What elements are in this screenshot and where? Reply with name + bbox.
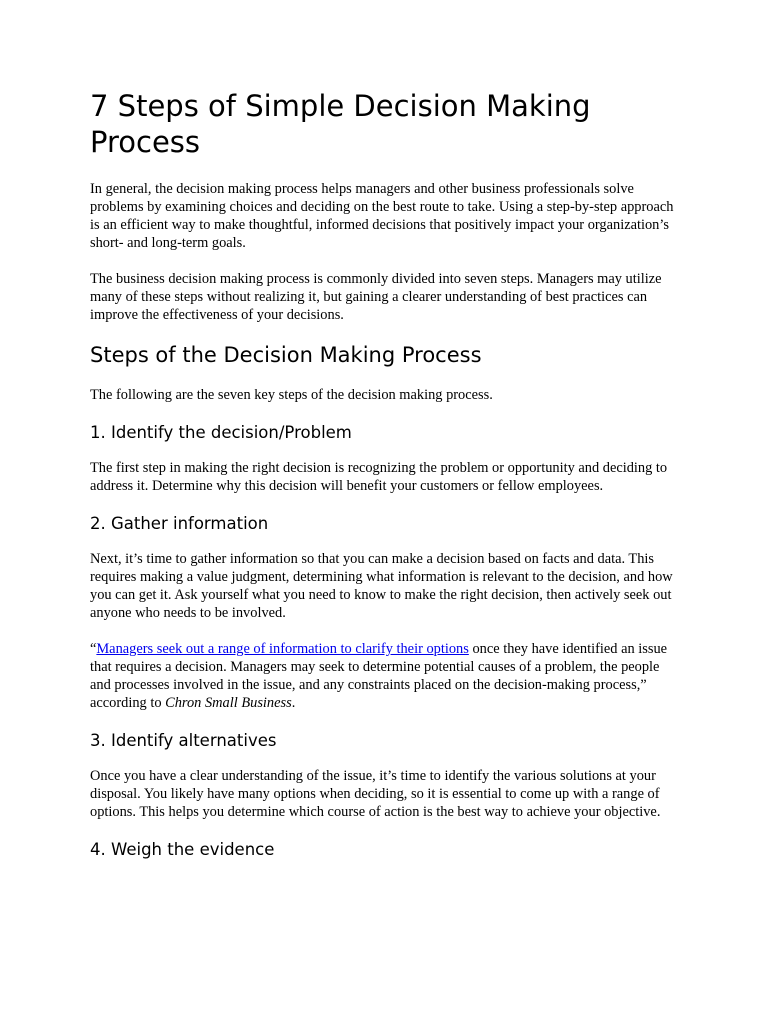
intro-paragraph-1: In general, the decision making process helps managers and other business professionals solve problems by examining choices and deciding on the best route to take. Using a step-by-step approach is an efficient way to make thoughtful, informed decisions that positively impact your organization’s short- and long-term goals. — [90, 181, 674, 251]
step-2-quote — [90, 640, 682, 712]
step-1-heading: 1. Identify the decision/Problem — [90, 423, 352, 442]
step-2-text: Next, it’s time to gather information so that you can make a decision based on facts and data. This requires making a value judgment, determining what information is relevant to the decision, and how you can get it. Ask yourself what you need to know to make the right decision, then actively seek out anyone who needs to be involved. — [90, 551, 673, 621]
document-page — [90, 88, 682, 876]
step-2-heading: 2. Gather information — [90, 514, 269, 533]
step-3-text: Once you have a clear understanding of the issue, it’s time to identify the various solutions at your disposal. You likely have many options when deciding, so it is essential to come up with a range of options. This helps you determine which course of action is the best way to achieve your objective. — [90, 768, 661, 820]
quote-source: Chron Small Business — [165, 695, 292, 711]
section-intro: The following are the seven key steps of the decision making process. — [90, 387, 493, 403]
quote-end: . — [291, 695, 296, 711]
step-1-text: The first step in making the right decision is recognizing the problem or opportunity and deciding to address it. Determine why this decision will benefit your customers or fellow employees. — [90, 460, 668, 494]
step-3-heading: 3. Identify alternatives — [90, 731, 277, 750]
managers-info-link[interactable]: Managers seek out a range of information to clarify their options — [96, 641, 469, 657]
quote-body: once they have identified an issue that requires a decision. Managers may seek to determine potential causes of a problem, the people and processes involved in the issue, and any constraints placed on the decision-making process,” according to — [90, 641, 668, 711]
quote-open-mark: “ — [90, 641, 97, 657]
intro-paragraph-2: The business decision making process is commonly divided into seven steps. Managers may utilize many of these steps without realizing it, but gaining a clearer understanding of best practices can improve the effectiveness of your decisions. — [90, 271, 662, 323]
step-4-heading: 4. Weigh the evidence — [90, 840, 275, 859]
section-heading: Steps of the Decision Making Process — [90, 343, 482, 367]
page-title: 7 Steps of Simple Decision Making Process — [90, 89, 591, 159]
